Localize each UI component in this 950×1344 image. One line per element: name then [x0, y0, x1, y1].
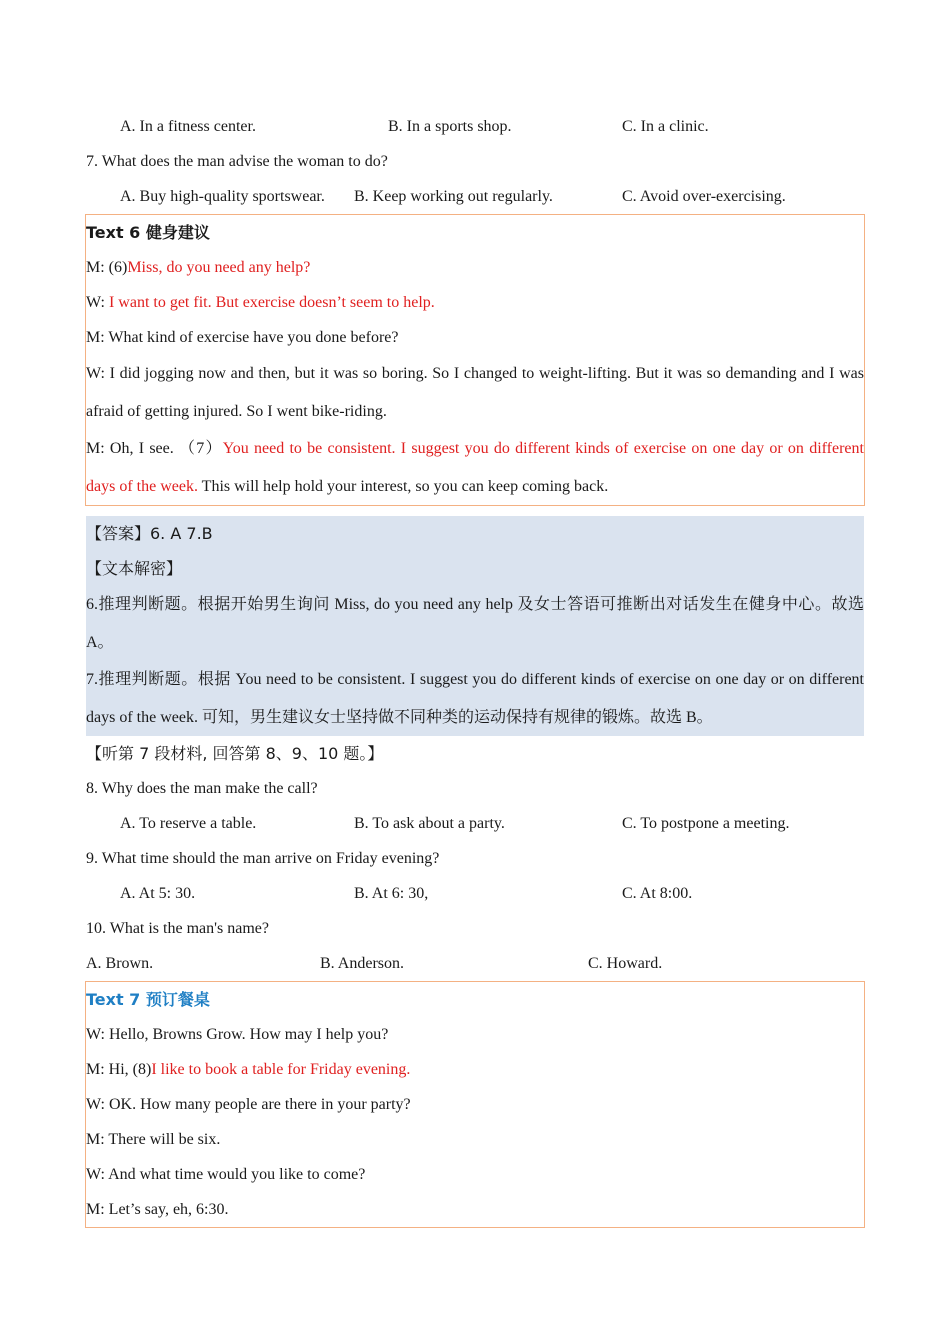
text6-line-2: [86, 285, 864, 320]
explanation-7: 7.推理判断题。根据 You need to be consistent. I suggest you do different kinds of exercise on one day or on different days of the week. 可知，男生建议女士坚持做不同种类的运动保持有规律的锻炼。故选 B。: [86, 671, 864, 726]
q8-option-a: A. To reserve a table.: [120, 815, 257, 832]
q7-option-b: B. Keep working out regularly.: [354, 188, 553, 205]
text6-transcript-box: [85, 214, 865, 506]
speaker-label: W:: [86, 294, 109, 311]
q7-option-a: A. Buy high-quality sportswear.: [120, 188, 325, 205]
text7-line-5: W: And what time would you like to come?: [86, 1166, 366, 1183]
text6-line-3: M: What kind of exercise have you done before?: [86, 329, 399, 346]
text7-line-3: W: OK. How many people are there in your party?: [86, 1096, 411, 1113]
q9-option-a: A. At 5: 30.: [120, 885, 196, 902]
q8-option-b: B. To ask about a party.: [354, 815, 505, 832]
speaker-label: M: (6): [86, 259, 128, 276]
speaker-label: M: Hi, (8): [86, 1061, 152, 1078]
text7-title: Text 7 预订餐桌: [86, 990, 210, 1009]
text7-line-2: [86, 1052, 864, 1087]
text6-line-5: [86, 430, 864, 505]
highlighted-answer-6: Miss, do you need any help?: [127, 259, 311, 276]
q10-option-c: C. Howard.: [588, 955, 663, 972]
q6-option-c: C. In a clinic.: [622, 118, 709, 135]
q10-option-a: A. Brown.: [86, 955, 154, 972]
q7-options: [86, 179, 864, 214]
q6-option-a: A. In a fitness center.: [120, 118, 256, 135]
q10-question: 10. What is the man's name?: [86, 920, 269, 937]
q7-option-c: C. Avoid over-exercising.: [622, 188, 786, 205]
text6-line-1: [86, 250, 864, 285]
explanation-heading: 【文本解密】: [86, 559, 183, 578]
speaker-label: M: Oh, I see. （7）: [86, 440, 223, 457]
text7-line-6: M: Let’s say, eh, 6:30.: [86, 1201, 229, 1218]
text7-line-4: M: There will be six.: [86, 1131, 221, 1148]
highlighted-text: I want to get fit. But exercise doesn’t seem to help.: [108, 294, 435, 311]
q10-options: [86, 946, 864, 981]
text7-line-1: W: Hello, Browns Grow. How may I help you?: [86, 1026, 389, 1043]
q9-option-c: C. At 8:00.: [622, 885, 693, 902]
answer-key: 【答案】6. A 7.B: [86, 524, 213, 543]
q6-option-b: B. In a sports shop.: [388, 118, 512, 135]
page-content: [86, 109, 864, 1228]
q9-option-b: B. At 6: 30,: [354, 885, 429, 902]
q7-question: 7. What does the man advise the woman to do?: [86, 153, 388, 170]
q6-options: [86, 109, 864, 144]
text6-line-4: W: I did jogging now and then, but it was so boring. So I changed to weight-lifting. But it was so demanding and I was afraid of getting injured. So I went bike-riding.: [86, 365, 864, 420]
explanation-6: 6.推理判断题。根据开始男生询问 Miss, do you need any help 及女士答语可推断出对话发生在健身中心。故选 A。: [86, 596, 864, 651]
q8-question: 8. Why does the man make the call?: [86, 780, 318, 797]
q9-question: 9. What time should the man arrive on Friday evening?: [86, 850, 440, 867]
q10-option-b: B. Anderson.: [320, 955, 404, 972]
highlighted-answer-7: You need to be consistent. I suggest you do different kinds of exercise on one day or on different days of the week.: [86, 440, 864, 495]
text7-transcript-box: [85, 981, 865, 1228]
q8-option-c: C. To postpone a meeting.: [622, 815, 790, 832]
answer-explanation-block: [86, 516, 864, 736]
highlighted-answer-8: I like to book a table for Friday evening.: [151, 1061, 411, 1078]
q8-options: [86, 806, 864, 841]
q9-options: [86, 876, 864, 911]
text6-title: Text 6 健身建议: [86, 223, 210, 242]
plain-text: This will help hold your interest, so you can keep coming back.: [197, 477, 609, 495]
section-7-instruction: 【听第 7 段材料, 回答第 8、9、10 题。】: [86, 744, 384, 763]
